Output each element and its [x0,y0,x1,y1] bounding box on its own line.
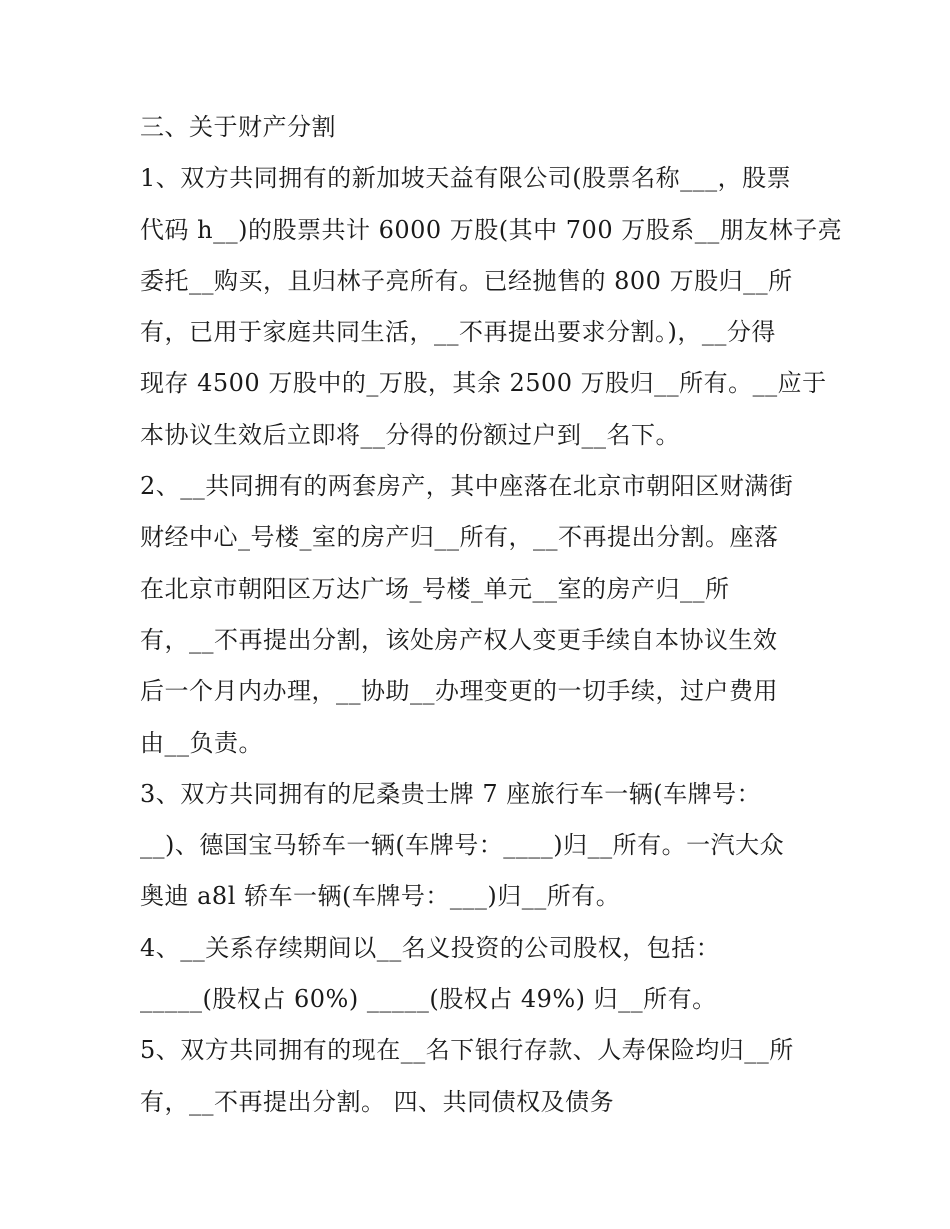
clause-2-line-2: 财经中心_号楼_室的房产归__所有，__不再提出分割。座落 [140,523,779,552]
clause-4-line-2: _____(股权占 60%) _____(股权占 49%) 归__所有。 [140,985,717,1014]
clause-2-line-6: 由__负责。 [140,728,263,757]
clause-1-line-3: 委托__购买，且归林子亮所有。已经抛售的 800 万股归__所 [140,266,793,295]
section-heading-property-division: 三、关于财产分割 [140,113,336,141]
clause-4-line-1: 4、__关系存续期间以__名义投资的公司股权，包括： [140,933,721,962]
clause-1-line-6: 本协议生效后立即将__分得的份额过户到__名下。 [140,420,680,449]
clause-5-line-2: 有，__不再提出分割。 四、共同债权及债务 [140,1087,615,1116]
clause-3-line-3: 奥迪 a8l 轿车一辆(车牌号：___)归__所有。 [140,882,621,911]
clause-1-line-4: 有，已用于家庭共同生活，__不再提出要求分割。)，__分得 [140,318,776,347]
clause-1-line-5: 现存 4500 万股中的_万股，其余 2500 万股归__所有。__应于 [140,369,827,398]
document-body [140,102,843,1128]
clause-3-line-2: __)、德国宝马轿车一辆(车牌号：____)归__所有。一汽大众 [140,831,785,860]
clause-2-line-3: 在北京市朝阳区万达广场_号楼_单元__室的房产归__所 [140,574,730,603]
clause-2-line-5: 后一个月内办理，__协助__办理变更的一切手续，过户费用 [140,677,778,706]
clause-2-line-4: 有，__不再提出分割，该处房产权人变更手续自本协议生效 [140,625,778,654]
clause-1-line-1: 1、双方共同拥有的新加坡天益有限公司(股票名称___，股票 [140,164,792,193]
clause-5-line-1: 5、双方共同拥有的现在__名下银行存款、人寿保险均归__所 [140,1036,794,1065]
clause-2-line-1: 2、__共同拥有的两套房产，其中座落在北京市朝阳区财满街 [140,472,794,501]
clause-3-line-1: 3、双方共同拥有的尼桑贵士牌 7 座旅行车一辆(车牌号： [140,779,762,808]
clause-1-line-2: 代码 h__)的股票共计 6000 万股(其中 700 万股系__朋友林子亮 [140,215,843,244]
